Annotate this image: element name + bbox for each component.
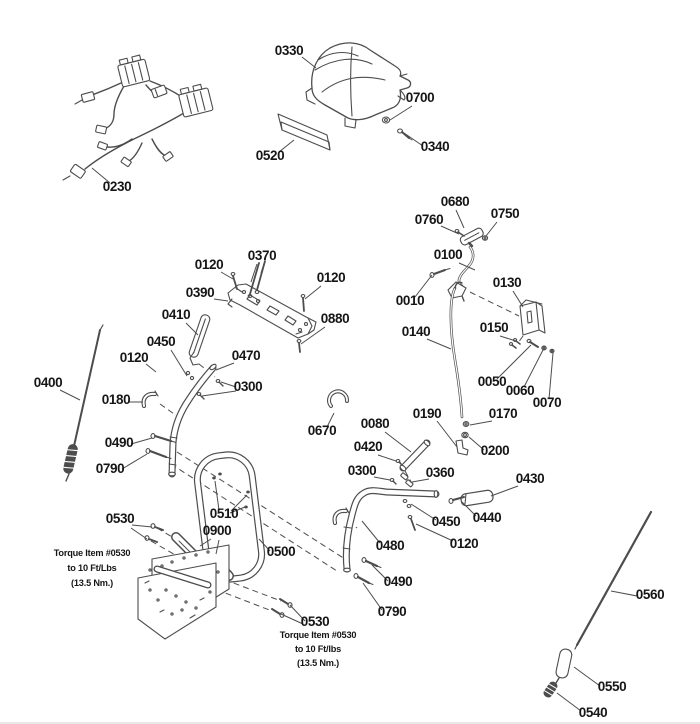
leader-line-0790	[122, 454, 147, 469]
leader-line-0120	[305, 286, 321, 299]
part-nut-0200-drawing	[462, 432, 468, 437]
leader-line-0470	[216, 363, 234, 370]
part-frame-plate-drawing	[138, 545, 229, 639]
part-clip-0670-drawing	[329, 391, 347, 406]
part-label-0500-45: 0500	[266, 544, 296, 559]
part-label-0180-15: 0180	[101, 392, 131, 407]
torque-note-0: Torque Item #0530 to 10 Ft/Lbs (13.5 Nm.)	[53, 548, 131, 588]
part-label-0470-13: 0470	[231, 348, 261, 363]
part-bolt-0790-left-drawing	[146, 449, 171, 459]
part-label-0430-38: 0430	[515, 471, 545, 486]
part-label-0440-39: 0440	[472, 510, 502, 525]
part-label-0230-0: 0230	[102, 179, 132, 194]
part-grip-0430-drawing	[460, 490, 493, 507]
part-label-0390-7: 0390	[185, 285, 215, 300]
part-screw-0340-drawing	[398, 129, 412, 140]
part-wiring-harness-drawing	[63, 54, 213, 180]
leader-line-0530	[131, 528, 147, 539]
part-label-0560-50: 0560	[635, 587, 665, 602]
part-label-0450-11: 0450	[146, 334, 176, 349]
leader-line-0550	[574, 667, 600, 686]
alignment-dashed-line	[160, 404, 177, 416]
part-label-0880-9: 0880	[320, 311, 350, 326]
part-label-0340-3: 0340	[420, 139, 450, 154]
part-rod-0400-drawing	[61, 325, 103, 481]
part-label-0790-17: 0790	[95, 461, 125, 476]
part-label-0100-23: 0100	[433, 247, 463, 262]
leader-line-0530	[132, 525, 152, 527]
torque-note-1: Torque Item #0530 to 10 Ft/lbs (13.5 Nm.)	[279, 630, 357, 668]
leader-line-0430	[491, 486, 518, 496]
leader-line-0750	[486, 222, 497, 236]
part-rod-0560-drawing	[540, 512, 651, 700]
part-label-0450-40: 0450	[431, 514, 461, 529]
part-label-0900-47: 0900	[202, 523, 232, 538]
leader-line-0450	[171, 350, 187, 376]
part-label-0300-14: 0300	[233, 379, 263, 394]
part-strip-drawing	[278, 114, 330, 150]
part-cover-0130-drawing	[520, 300, 545, 335]
part-labels-layer	[34, 43, 664, 720]
part-bracket-0190-drawing	[456, 440, 468, 455]
part-label-0050-28: 0050	[477, 374, 507, 389]
part-label-0360-37: 0360	[425, 465, 455, 480]
part-handlebar-0480-drawing	[343, 491, 438, 572]
leader-line-0560	[611, 591, 637, 596]
part-label-0540-52: 0540	[578, 705, 608, 720]
part-label-0520-4: 0520	[255, 148, 285, 163]
part-label-0490-16: 0490	[104, 435, 134, 450]
leader-line-0060	[524, 350, 543, 387]
leader-line-0140	[427, 339, 451, 349]
leader-line-0130	[513, 291, 523, 307]
part-rod-0140-drawing	[451, 282, 462, 417]
part-label-0530-48: 0530	[105, 511, 135, 526]
alignment-dashed-line	[151, 541, 177, 556]
part-label-0700-2: 0700	[405, 90, 435, 105]
leader-line-0330	[302, 57, 316, 68]
part-nut-0700-drawing	[382, 117, 389, 123]
part-label-0130-25: 0130	[492, 275, 522, 290]
part-bolt-0010-drawing	[430, 269, 450, 278]
part-label-0120-8: 0120	[316, 270, 346, 285]
part-label-0760-21: 0760	[414, 212, 444, 227]
part-label-0750-22: 0750	[490, 206, 520, 221]
part-label-0420-35: 0420	[353, 439, 383, 454]
leader-line-0420	[378, 455, 396, 461]
alignment-dashed-line	[518, 336, 523, 343]
part-washer-0170-drawing	[463, 422, 469, 427]
part-lever-0680-drawing	[455, 227, 487, 246]
part-label-0070-30: 0070	[532, 395, 562, 410]
part-bracket-0390-drawing	[228, 284, 316, 338]
part-label-0670-19: 0670	[307, 423, 337, 438]
part-label-0300-36: 0300	[347, 463, 377, 478]
part-bolt-0490-right-drawing	[362, 558, 381, 568]
leader-line-0410	[186, 323, 198, 335]
alignment-dashed-line	[470, 292, 519, 316]
part-cover-drawing	[306, 43, 411, 128]
part-label-0510-46: 0510	[209, 506, 239, 521]
part-label-0370-6: 0370	[247, 248, 277, 263]
part-label-0120-12: 0120	[119, 350, 149, 365]
part-label-0120-5: 0120	[194, 257, 224, 272]
leader-line-0300	[202, 391, 236, 396]
part-label-0190-31: 0190	[412, 406, 442, 421]
leader-line-0120	[146, 364, 156, 372]
leader-line-0680	[456, 210, 464, 228]
part-label-0150-27: 0150	[479, 320, 509, 335]
part-label-0790-44: 0790	[377, 604, 407, 619]
leader-line-0190	[437, 421, 457, 447]
part-label-0680-20: 0680	[440, 194, 470, 209]
part-clip-0180-right-drawing	[335, 508, 349, 523]
part-label-0140-26: 0140	[401, 324, 431, 339]
leader-line-0300	[374, 477, 390, 480]
leader-line-0390	[214, 299, 228, 301]
part-label-0480-42: 0480	[375, 538, 405, 553]
part-label-0170-32: 0170	[488, 406, 518, 421]
part-label-0080-34: 0080	[360, 416, 390, 431]
part-fasteners-0150-cluster-drawing	[509, 339, 554, 353]
leader-line-0490	[131, 438, 152, 444]
leader-line-0400	[60, 390, 80, 400]
leader-line-0540	[557, 693, 581, 711]
part-label-0550-51: 0550	[597, 679, 627, 694]
part-label-0060-29: 0060	[505, 383, 535, 398]
leader-line-0070	[549, 353, 553, 399]
part-label-0410-10: 0410	[161, 307, 191, 322]
part-clip-0180-left-drawing	[144, 391, 158, 406]
part-label-0490-43: 0490	[383, 574, 413, 589]
part-label-0330-1: 0330	[274, 43, 304, 58]
part-label-0530-49: 0530	[300, 614, 330, 629]
part-label-0120-41: 0120	[449, 536, 479, 551]
leader-line-0080	[385, 432, 411, 452]
part-label-0010-24: 0010	[395, 293, 425, 308]
part-label-0400-18: 0400	[33, 375, 63, 390]
leader-line-0170	[470, 421, 492, 425]
part-label-0200-33: 0200	[480, 443, 510, 458]
